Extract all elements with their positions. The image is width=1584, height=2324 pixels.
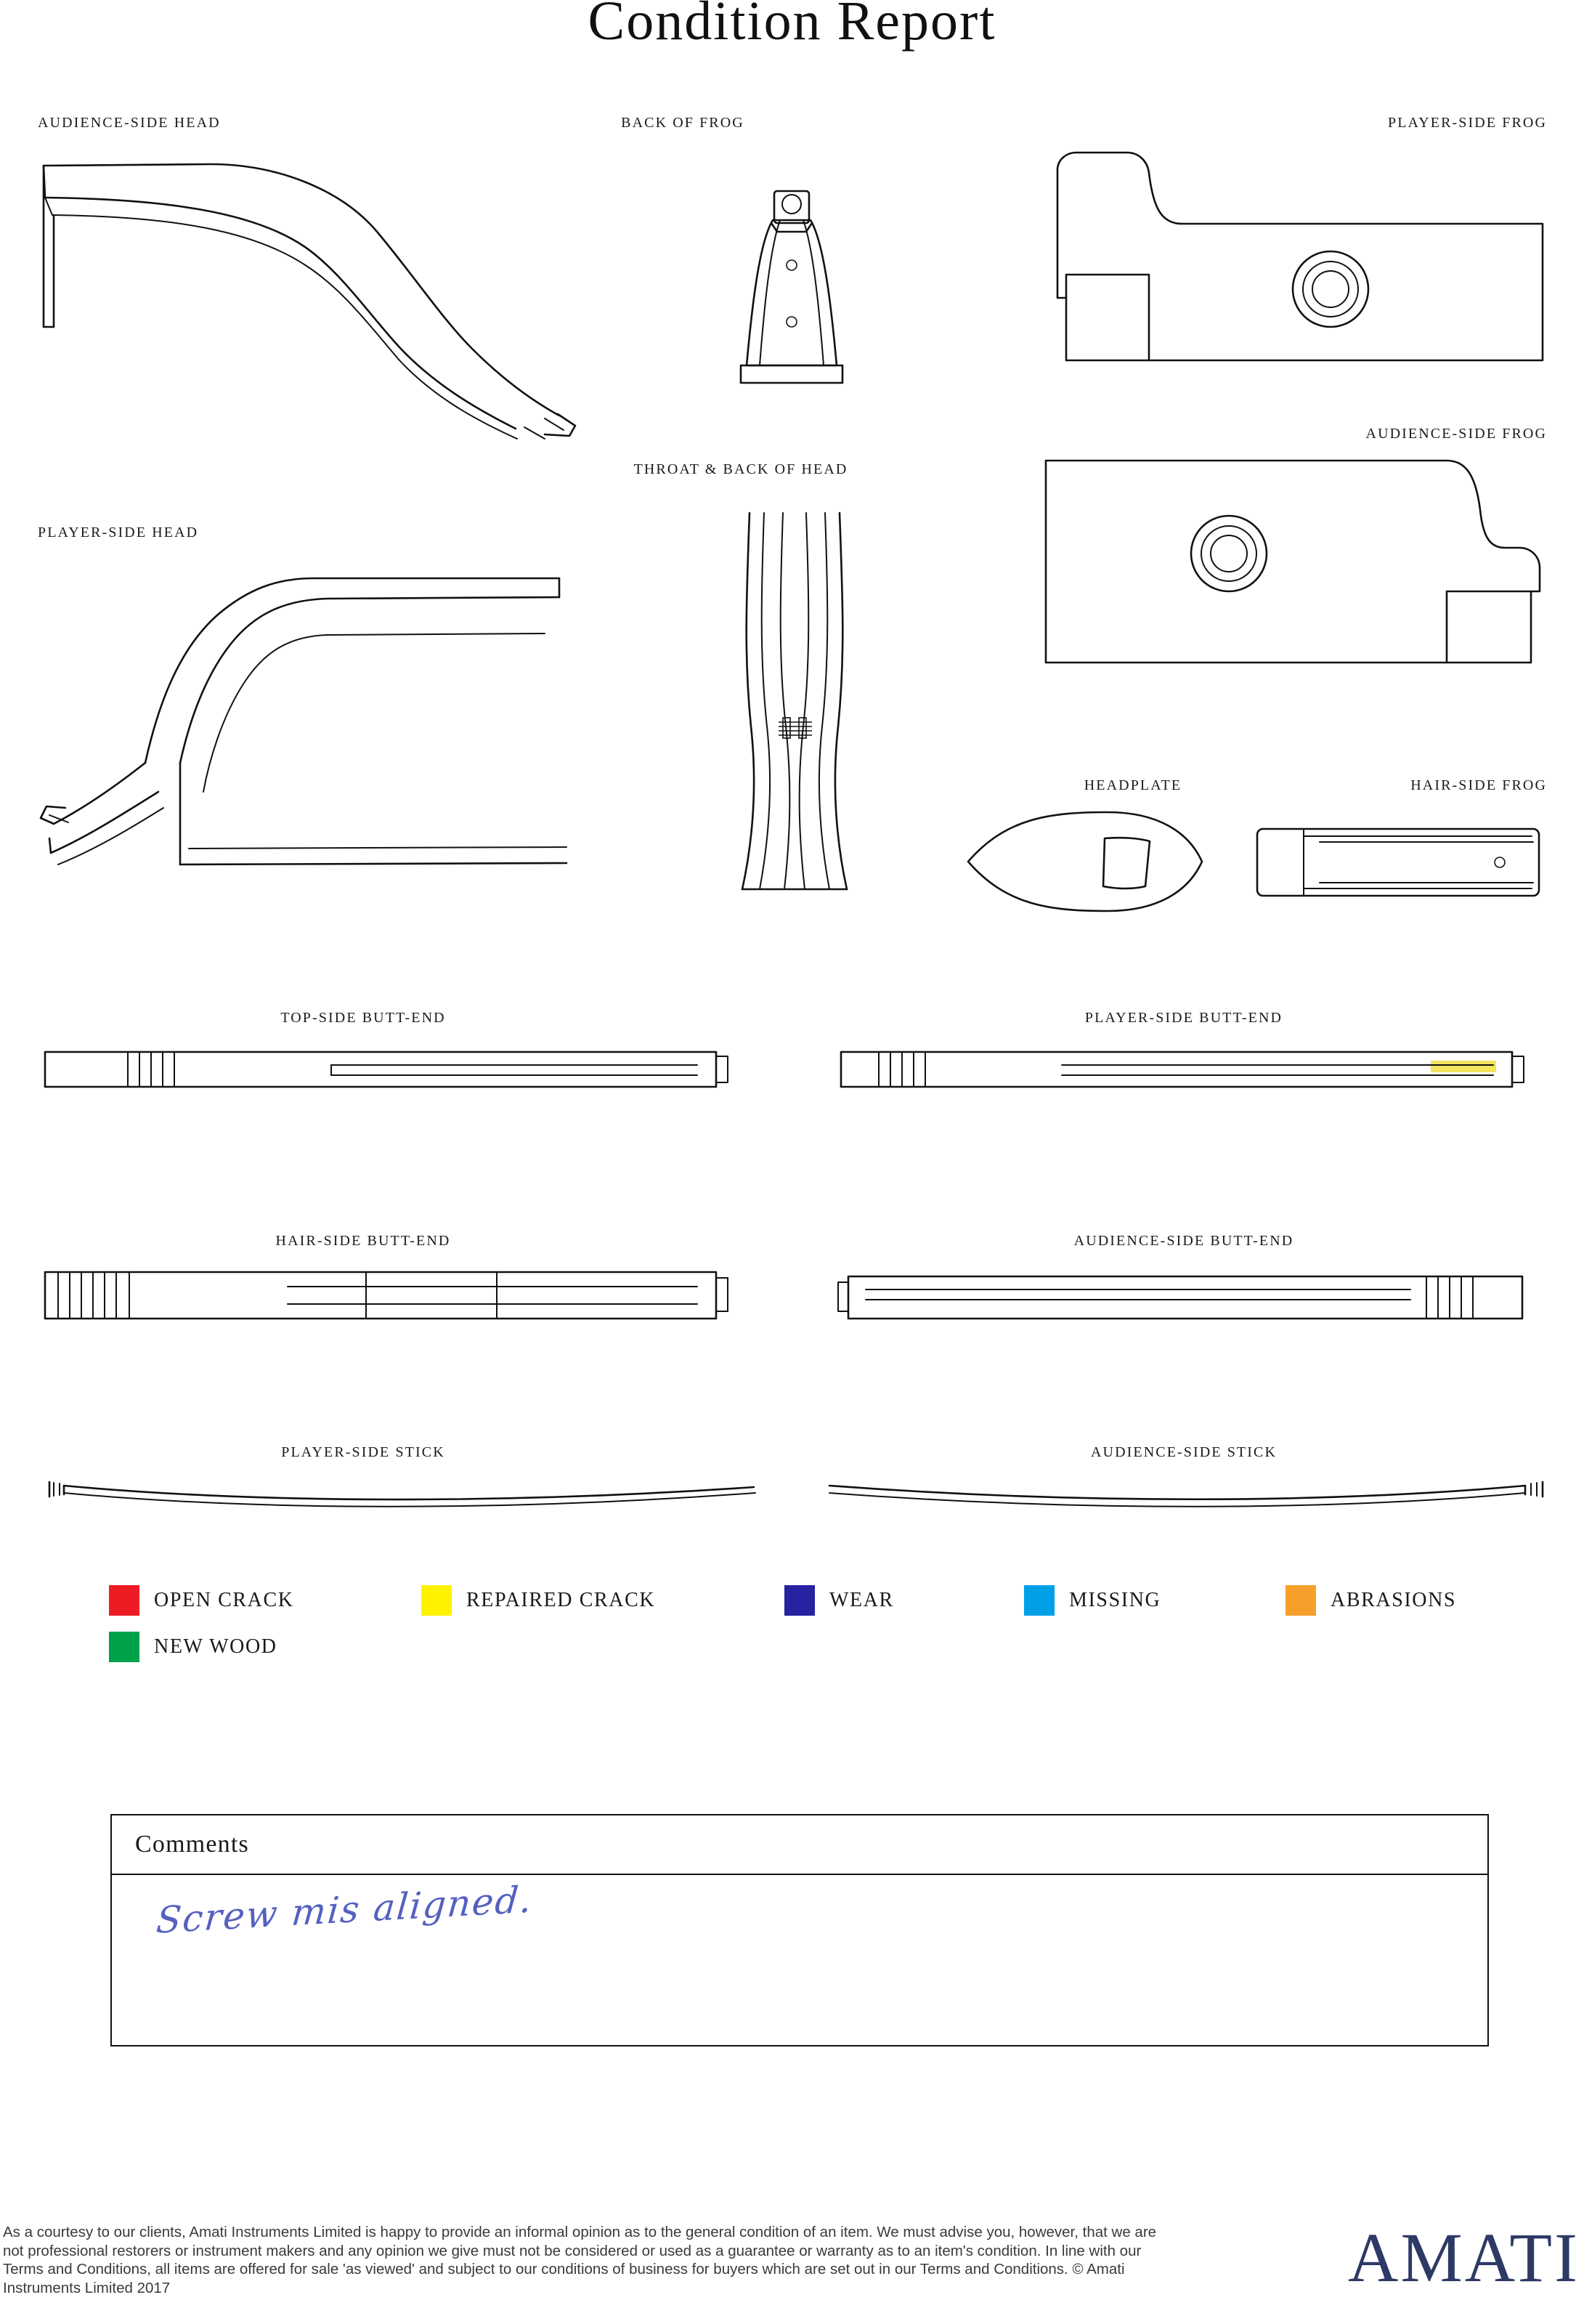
diagram-audience-side-butt-end xyxy=(837,1260,1527,1330)
caption-back-of-frog: BACK OF FROG xyxy=(621,115,744,131)
caption-audience-side-stick: AUDIENCE-SIDE STICK xyxy=(1091,1444,1277,1460)
comments-title: Comments xyxy=(135,1831,249,1858)
legend-label-repaired-crack: REPAIRED CRACK xyxy=(466,1589,656,1611)
comments-header xyxy=(112,1815,1487,1875)
diagram-headplate xyxy=(962,806,1209,915)
legend-label-wear: WEAR xyxy=(829,1589,894,1611)
diagram-audience-side-stick xyxy=(822,1471,1556,1507)
legend-label-abrasions: ABRASIONS xyxy=(1331,1589,1457,1611)
caption-player-side-butt-end: PLAYER-SIDE BUTT-END xyxy=(1084,1010,1283,1026)
diagram-player-side-head xyxy=(36,552,574,865)
legend-row-1 xyxy=(109,1585,1489,1616)
diagram-hair-side-frog xyxy=(1253,817,1543,908)
swatch-missing xyxy=(1024,1585,1055,1616)
diagram-audience-side-head xyxy=(36,145,574,450)
legend-item-abrasions xyxy=(1286,1585,1456,1616)
diagram-player-side-frog xyxy=(1040,144,1548,384)
diagram-back-of-frog xyxy=(726,185,857,400)
caption-audience-side-butt-end: AUDIENCE-SIDE BUTT-END xyxy=(1073,1233,1294,1249)
legend-item-new-wood xyxy=(109,1632,277,1662)
legend-item-wear xyxy=(784,1585,1024,1616)
caption-player-side-head: PLAYER-SIDE HEAD xyxy=(38,525,199,540)
legend-item-open-crack xyxy=(109,1585,421,1616)
footer-disclaimer: As a courtesy to our clients, Amati Instruments Limited is happy to provide an informal opinion as to the general condition of an item. We must advise you, however, that we are not professional restorers or instrument makers and any opinion we give must not be considered or used as a guarantee or warranty as to an item's condition. In line with our Terms and Conditions, all items are offered for sale 'as viewed' and subject to our conditions of business for buyers which are set out in our Terms and Conditions. © Amati Instruments Limited 2017 xyxy=(3,2224,1157,2296)
swatch-repaired-crack xyxy=(421,1585,452,1616)
caption-player-side-stick: PLAYER-SIDE STICK xyxy=(281,1444,445,1460)
caption-hair-side-frog: HAIR-SIDE FROG xyxy=(1410,777,1547,793)
caption-hair-side-butt-end: HAIR-SIDE BUTT-END xyxy=(275,1233,451,1249)
amati-logo: AMATI xyxy=(1348,2219,1580,2296)
legend-row-2 xyxy=(109,1632,1489,1662)
diagram-audience-side-frog xyxy=(1040,452,1548,692)
page-title: Condition Report xyxy=(588,0,996,52)
diagram-throat-back-of-head xyxy=(726,509,864,894)
legend-item-repaired-crack xyxy=(421,1585,784,1616)
swatch-wear xyxy=(784,1585,815,1616)
legend-label-missing: MISSING xyxy=(1069,1589,1161,1611)
diagram-player-side-stick xyxy=(35,1471,761,1507)
legend-label-new-wood: NEW WOOD xyxy=(154,1635,277,1658)
legend-label-open-crack: OPEN CRACK xyxy=(154,1589,294,1611)
swatch-new-wood xyxy=(109,1632,139,1662)
swatch-abrasions xyxy=(1286,1585,1316,1616)
swatch-open-crack xyxy=(109,1585,139,1616)
caption-audience-side-frog: AUDIENCE-SIDE FROG xyxy=(1365,426,1547,442)
caption-throat-back-of-head: THROAT & BACK OF HEAD xyxy=(633,461,848,477)
legend-item-missing xyxy=(1024,1585,1286,1616)
diagram-top-side-butt-end xyxy=(41,1039,731,1104)
comments-handwritten-note: Screw mis aligned. xyxy=(154,1878,535,1942)
caption-top-side-butt-end: TOP-SIDE BUTT-END xyxy=(280,1010,446,1026)
diagram-hair-side-butt-end xyxy=(41,1260,731,1330)
diagram-player-side-butt-end xyxy=(837,1039,1527,1104)
caption-audience-side-head: AUDIENCE-SIDE HEAD xyxy=(38,115,221,131)
legend xyxy=(109,1585,1489,1675)
caption-player-side-frog: PLAYER-SIDE FROG xyxy=(1387,115,1547,131)
caption-headplate: HEADPLATE xyxy=(1084,777,1182,793)
